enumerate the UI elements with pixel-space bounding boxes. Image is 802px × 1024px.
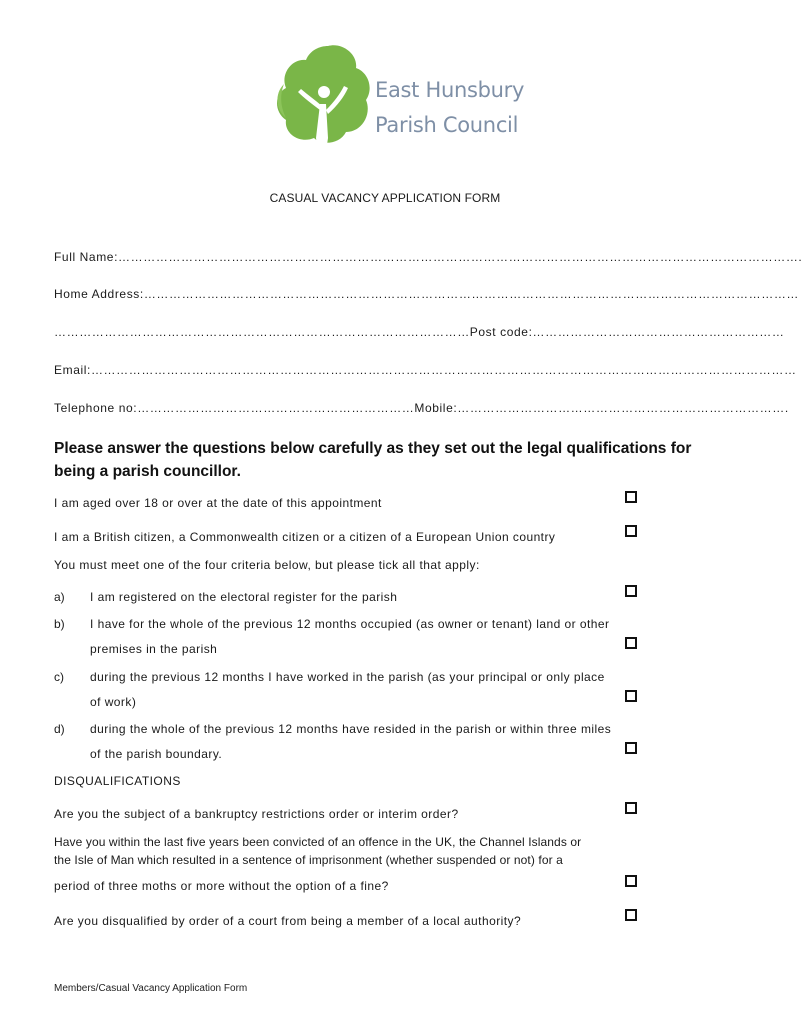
court-disqualified-question: Are you disqualified by order of a court from being a member of a local authority? xyxy=(54,914,522,928)
criteria-intro: You must meet one of the four criteria below, but please tick all that apply: xyxy=(54,558,480,572)
convicted-question-line2: the Isle of Man which resulted in a sentence of imprisonment (whether suspended or not) for a xyxy=(54,853,563,867)
page-footer: Members/Casual Vacancy Application Form xyxy=(54,983,248,994)
disqualifications-heading: DISQUALIFICATIONS xyxy=(54,774,181,788)
aged-over-18-checkbox[interactable] xyxy=(625,491,637,503)
criteria-d-text-line1: during the whole of the previous 12 months have resided in the parish or within three miles xyxy=(90,722,612,736)
parish-council-logo xyxy=(270,40,525,172)
criteria-c-text-line1: during the previous 12 months I have worked in the parish (as your principal or only place xyxy=(90,670,605,684)
bankruptcy-checkbox[interactable] xyxy=(625,802,637,814)
criteria-b-checkbox[interactable] xyxy=(625,637,637,649)
criteria-c-checkbox[interactable] xyxy=(625,690,637,702)
convicted-question-line1: Have you within the last five years been convicted of an offence in the UK, the Channel Islands or xyxy=(54,835,582,849)
address-postcode-field[interactable]: ………………………………………………………………………………………Post code:…………………………………………………… xyxy=(54,325,785,339)
criteria-b-text-line1: I have for the whole of the previous 12 months occupied (as owner or tenant) land or other xyxy=(90,617,610,631)
criteria-b-letter: b) xyxy=(54,617,65,631)
form-title: CASUAL VACANCY APPLICATION FORM xyxy=(269,191,501,205)
criteria-c-text-line2: of work) xyxy=(90,695,137,709)
criteria-a-text: I am registered on the electoral register for the parish xyxy=(90,590,398,604)
email-field[interactable]: Email:…………………………………………………………………………………………………………………………………………………… xyxy=(54,363,797,377)
criteria-c-letter: c) xyxy=(54,670,64,684)
british-citizen-question: I am a British citizen, a Commonwealth citizen or a citizen of a European Union country xyxy=(54,530,556,544)
criteria-a-letter: a) xyxy=(54,590,65,604)
criteria-d-checkbox[interactable] xyxy=(625,742,637,754)
aged-over-18-question: I am aged over 18 or over at the date of this appointment xyxy=(54,496,382,510)
qualifications-heading: Please answer the questions below carefully as they set out the legal qualifications for being a parish councillor. xyxy=(54,440,692,480)
tree-logo-icon xyxy=(270,40,380,172)
criteria-d-text-line2: of the parish boundary. xyxy=(90,747,223,761)
logo-text-line1: East Hunsbury xyxy=(375,78,525,102)
criteria-a-checkbox[interactable] xyxy=(625,585,637,597)
criteria-b-text-line2: premises in the parish xyxy=(90,642,218,656)
british-citizen-checkbox[interactable] xyxy=(625,525,637,537)
criteria-d-letter: d) xyxy=(54,722,65,736)
convicted-checkbox[interactable] xyxy=(625,875,637,887)
convicted-question-line3: period of three moths or more without the option of a fine? xyxy=(54,879,389,893)
court-disqualified-checkbox[interactable] xyxy=(625,909,637,921)
full-name-field[interactable]: Full Name:………………………………………………………………………………………………………………………………………………. xyxy=(54,250,802,264)
logo-text-line2: Parish Council xyxy=(375,113,519,137)
bankruptcy-question: Are you the subject of a bankruptcy restrictions order or interim order? xyxy=(54,807,459,821)
home-address-field[interactable]: Home Address:………………………………………………………………………………………………………………………………………… xyxy=(54,287,800,301)
telephone-mobile-field[interactable]: Telephone no:…………………………………………………………Mobile:……………………………………………………………………. xyxy=(54,401,789,415)
